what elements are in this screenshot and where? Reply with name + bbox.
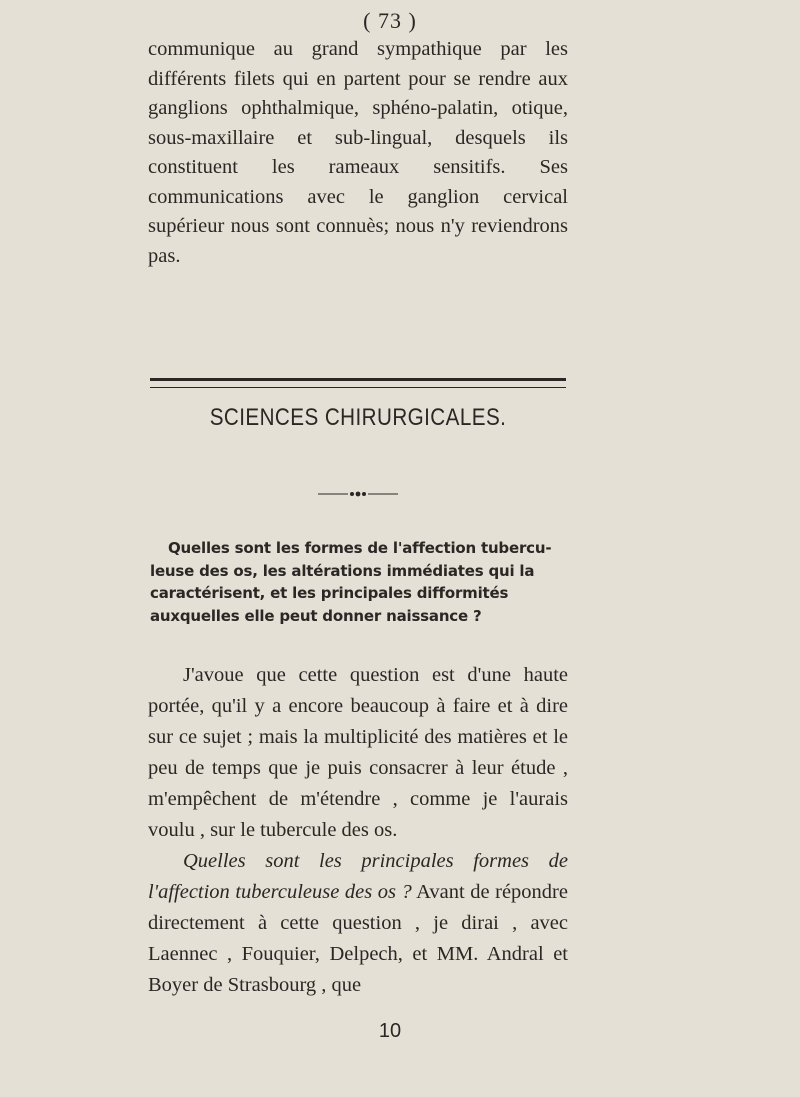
thesis-question (150, 537, 564, 627)
intro-text: communique au grand sympathique par les différents filets qui en partent pour se rendre aux ganglions ophthalmique, sphéno-palatin, otique, sous-maxillaire et sub-lingual, desquels ils constituent les rameaux sensitifs. Ses communications avec le ganglion cervical supérieur nous sont connuès; nous n'y reviendrons pas. (148, 38, 568, 267)
question-text: Quelles sont les formes de l'affection tubercu-leuse des os, les altérations immédiates qui la caractérisent, et les principales difformités auxquelles elle peut donner naissance ? (150, 539, 552, 625)
paragraph-2-italic: Quelles sont les principales formes de l'affection tuberculeuse des os ? (148, 850, 568, 903)
intro-paragraph (148, 35, 568, 271)
section-title: SCIENCES CHIRURGICALES. (209, 404, 507, 431)
page-number: ( 73 ) (363, 8, 417, 33)
paragraph-2-rest: Avant de répondre directement à cette question , je dirai , avec Laennec , Fouquier, Delpech, et MM. Andral et Boyer de Strasbourg , que (148, 881, 568, 996)
signature-mark: 10 (378, 1020, 402, 1042)
section-divider-rule (150, 378, 566, 388)
paragraph-2 (148, 846, 568, 1001)
body-text (148, 660, 568, 1001)
paragraph-1: J'avoue que cette question est d'une haute portée, qu'il y a encore beaucoup à faire et à dire sur ce sujet ; mais la multiplicité des matières et le peu de temps que je puis consacrer à leur étude , m'empêchent de m'étendre , comme je l'aurais voulu , sur le tubercule des os. (148, 664, 568, 841)
ornament-divider (318, 490, 398, 498)
